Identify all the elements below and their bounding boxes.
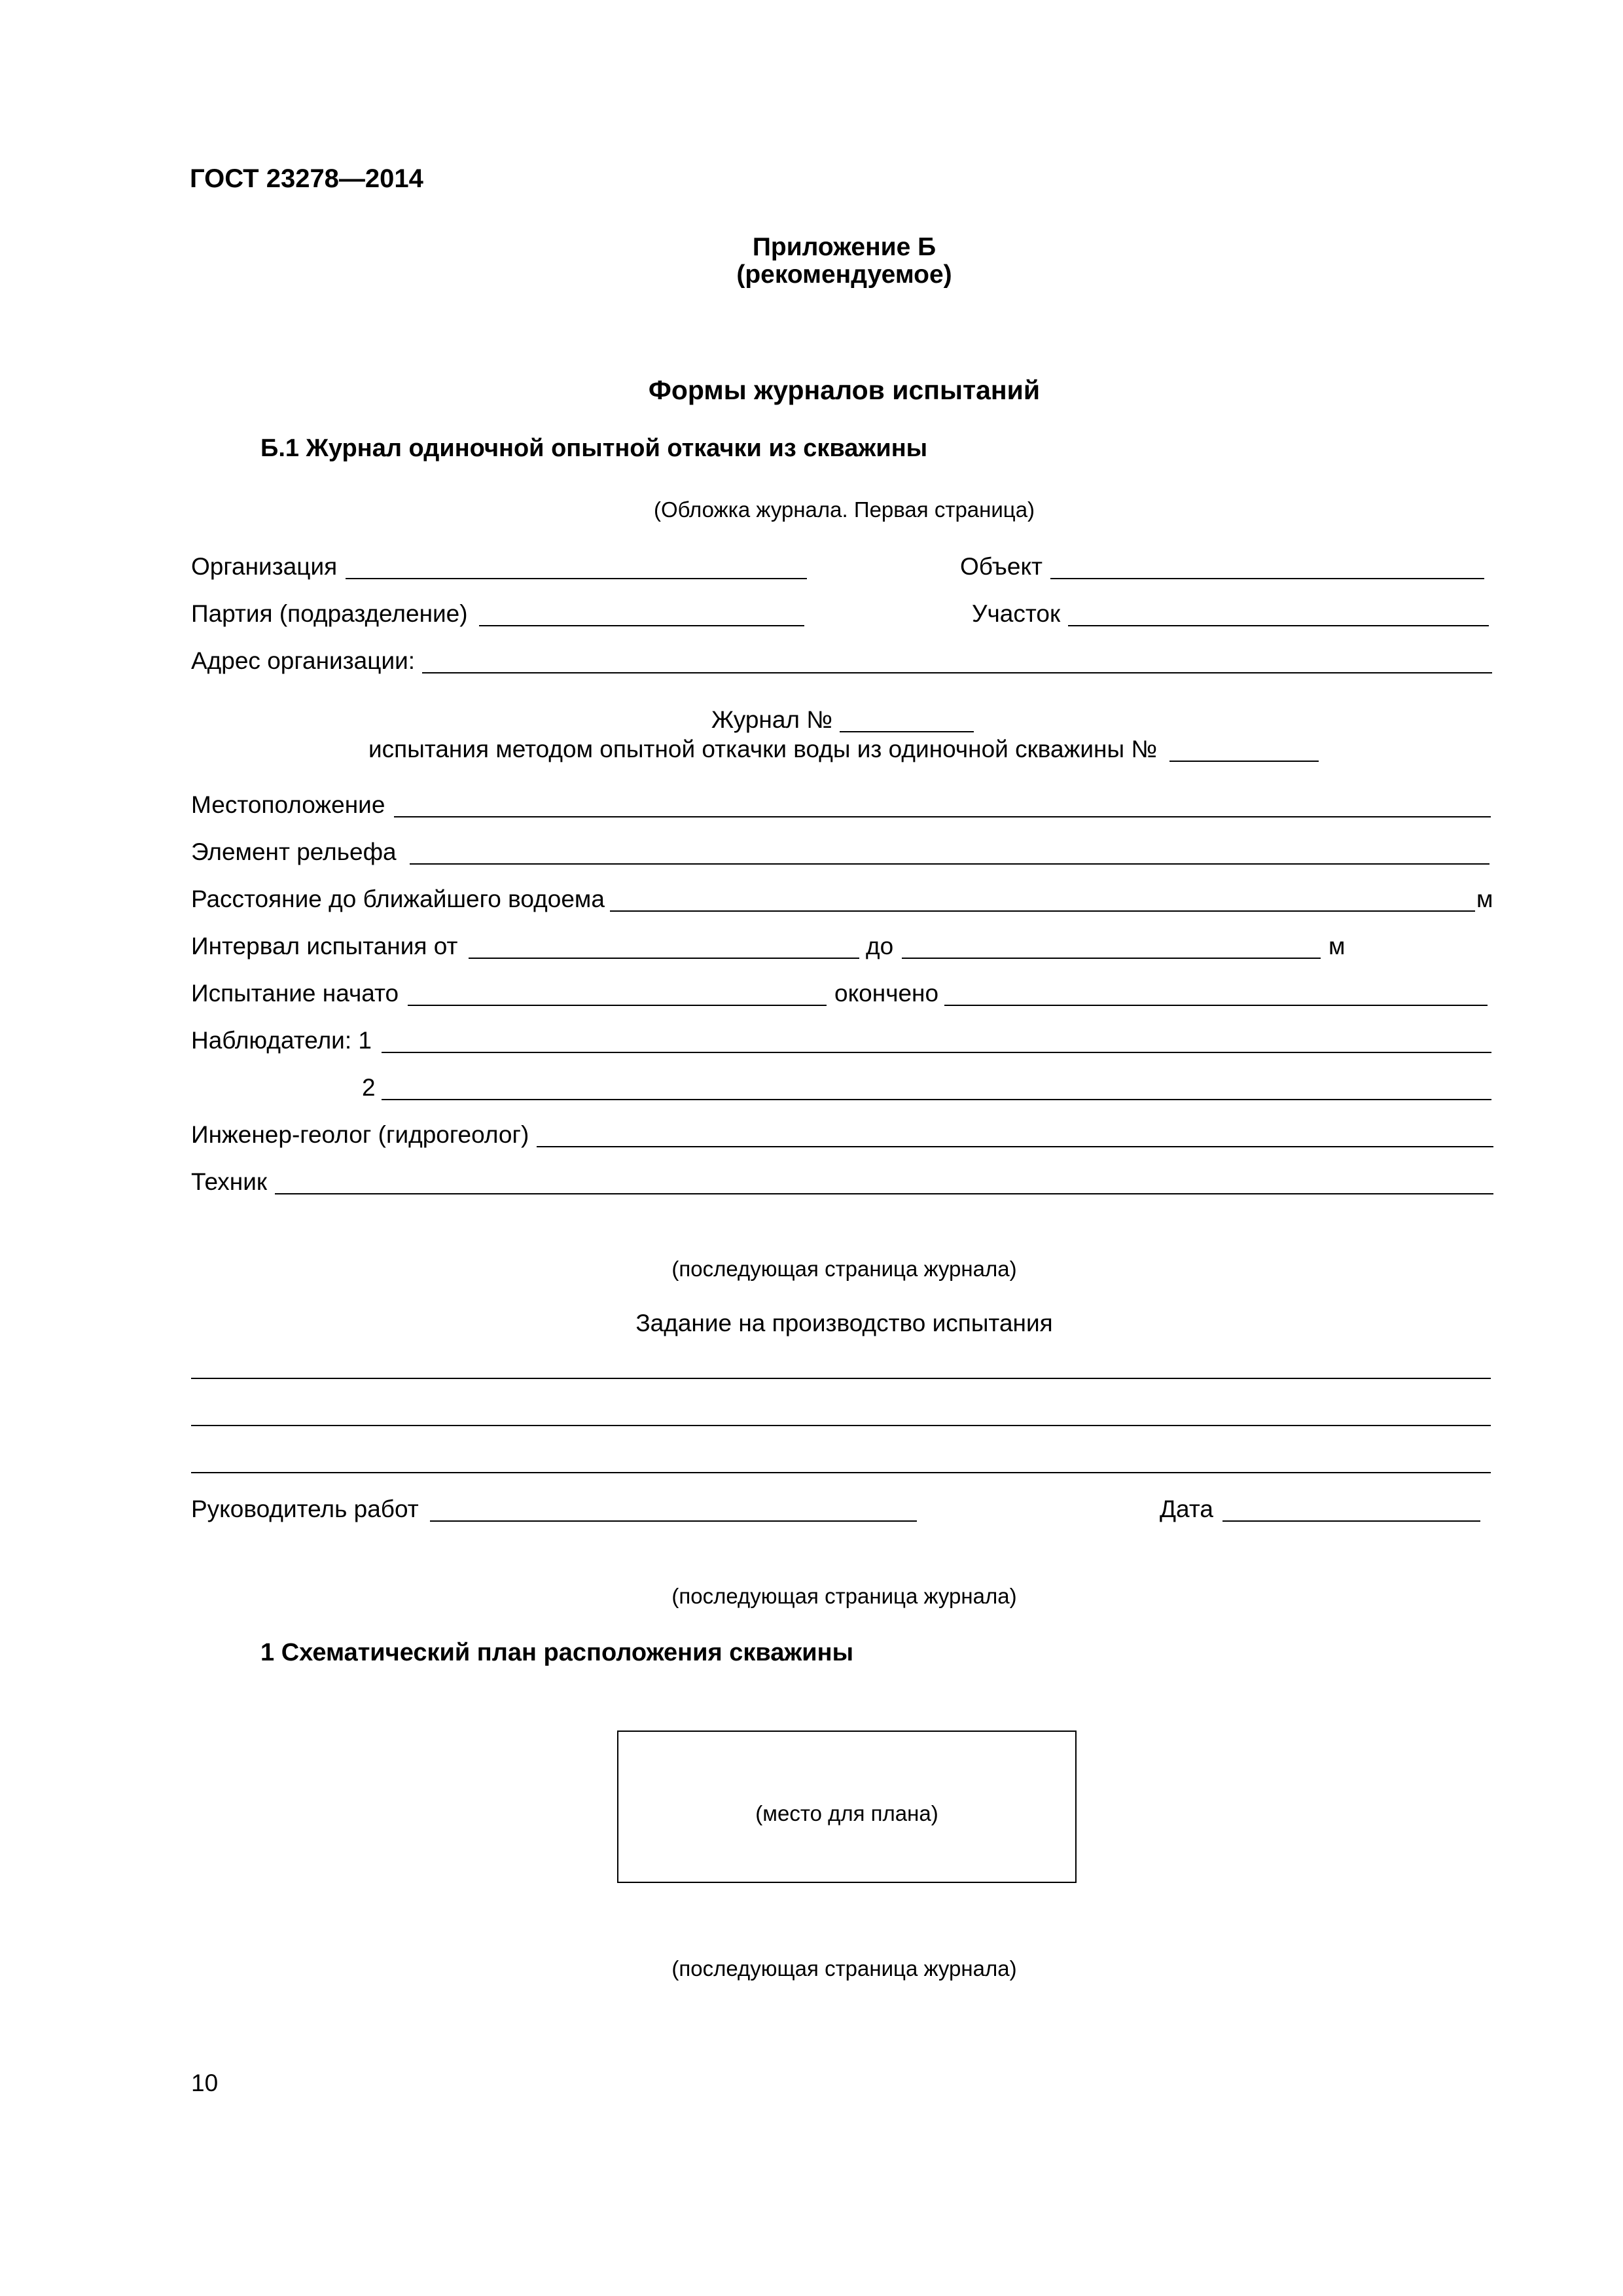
journal-number-label: Журнал №: [711, 706, 832, 733]
appendix-title: Приложение Б: [752, 233, 936, 261]
head-field[interactable]: [430, 1520, 917, 1522]
site-field[interactable]: [1068, 625, 1489, 626]
subsection-title: Б.1 Журнал одиночной опытной откачки из скважины: [260, 435, 928, 462]
task-title: Задание на производство испытания: [635, 1310, 1053, 1336]
distance-label: Расстояние до ближайшего водоема: [191, 886, 605, 912]
task-line-1[interactable]: [191, 1378, 1491, 1379]
appendix-status: (рекомендуемое): [736, 260, 952, 289]
interval-to-label: до: [866, 933, 894, 960]
technician-label: Техник: [191, 1168, 268, 1195]
engineer-field[interactable]: [537, 1146, 1493, 1147]
interval-from-field[interactable]: [469, 958, 859, 959]
organization-field[interactable]: [346, 578, 807, 579]
task-line-2[interactable]: [191, 1425, 1491, 1426]
section-title: Формы журналов испытаний: [648, 375, 1041, 405]
party-label: Партия (подразделение): [191, 600, 468, 627]
date-field[interactable]: [1222, 1520, 1480, 1522]
observer-2-label: 2: [362, 1074, 376, 1101]
relief-field[interactable]: [410, 863, 1489, 865]
object-label: Объект: [960, 553, 1043, 580]
object-field[interactable]: [1050, 578, 1484, 579]
address-label: Адрес организации:: [191, 647, 416, 674]
interval-to-field[interactable]: [902, 958, 1321, 959]
party-field[interactable]: [479, 625, 804, 626]
location-label: Местоположение: [191, 791, 385, 818]
document-code: ГОСТ 23278—2014: [190, 164, 423, 193]
finished-label: окончено: [834, 980, 939, 1007]
task-page-note: (последующая страница журнала): [671, 1257, 1017, 1281]
location-field[interactable]: [394, 816, 1491, 817]
task-line-3[interactable]: [191, 1472, 1491, 1473]
interval-unit: м: [1329, 933, 1346, 960]
site-label: Участок: [972, 600, 1061, 627]
engineer-label: Инженер-геолог (гидрогеолог): [191, 1121, 529, 1148]
interval-from-label: Интервал испытания от: [191, 933, 458, 960]
finished-field[interactable]: [944, 1005, 1488, 1006]
journal-number-field[interactable]: [840, 731, 974, 732]
observer-1-field[interactable]: [382, 1052, 1491, 1053]
observers-label: Наблюдатели: 1: [191, 1027, 372, 1054]
head-label: Руководитель работ: [191, 1496, 419, 1522]
technician-field[interactable]: [275, 1193, 1493, 1194]
next-page-note: (последующая страница журнала): [671, 1956, 1017, 1981]
date-label: Дата: [1160, 1496, 1213, 1522]
plan-page-note: (последующая страница журнала): [671, 1584, 1017, 1608]
plan-placeholder: (место для плана): [755, 1801, 938, 1825]
relief-label: Элемент рельефа: [191, 838, 397, 865]
observer-2-field[interactable]: [382, 1099, 1491, 1100]
distance-unit: м: [1476, 886, 1493, 912]
distance-field[interactable]: [610, 910, 1475, 912]
started-label: Испытание начато: [191, 980, 399, 1007]
address-field[interactable]: [422, 672, 1492, 673]
started-field[interactable]: [408, 1005, 827, 1006]
page-number: 10: [191, 2070, 219, 2096]
cover-note: (Обложка журнала. Первая страница): [653, 497, 1035, 522]
journal-description: испытания методом опытной откачки воды из одиночной скважины №: [368, 736, 1158, 762]
organization-label: Организация: [191, 553, 338, 580]
plan-heading: 1 Схематический план расположения скважины: [260, 1639, 854, 1666]
well-number-field[interactable]: [1169, 761, 1319, 762]
